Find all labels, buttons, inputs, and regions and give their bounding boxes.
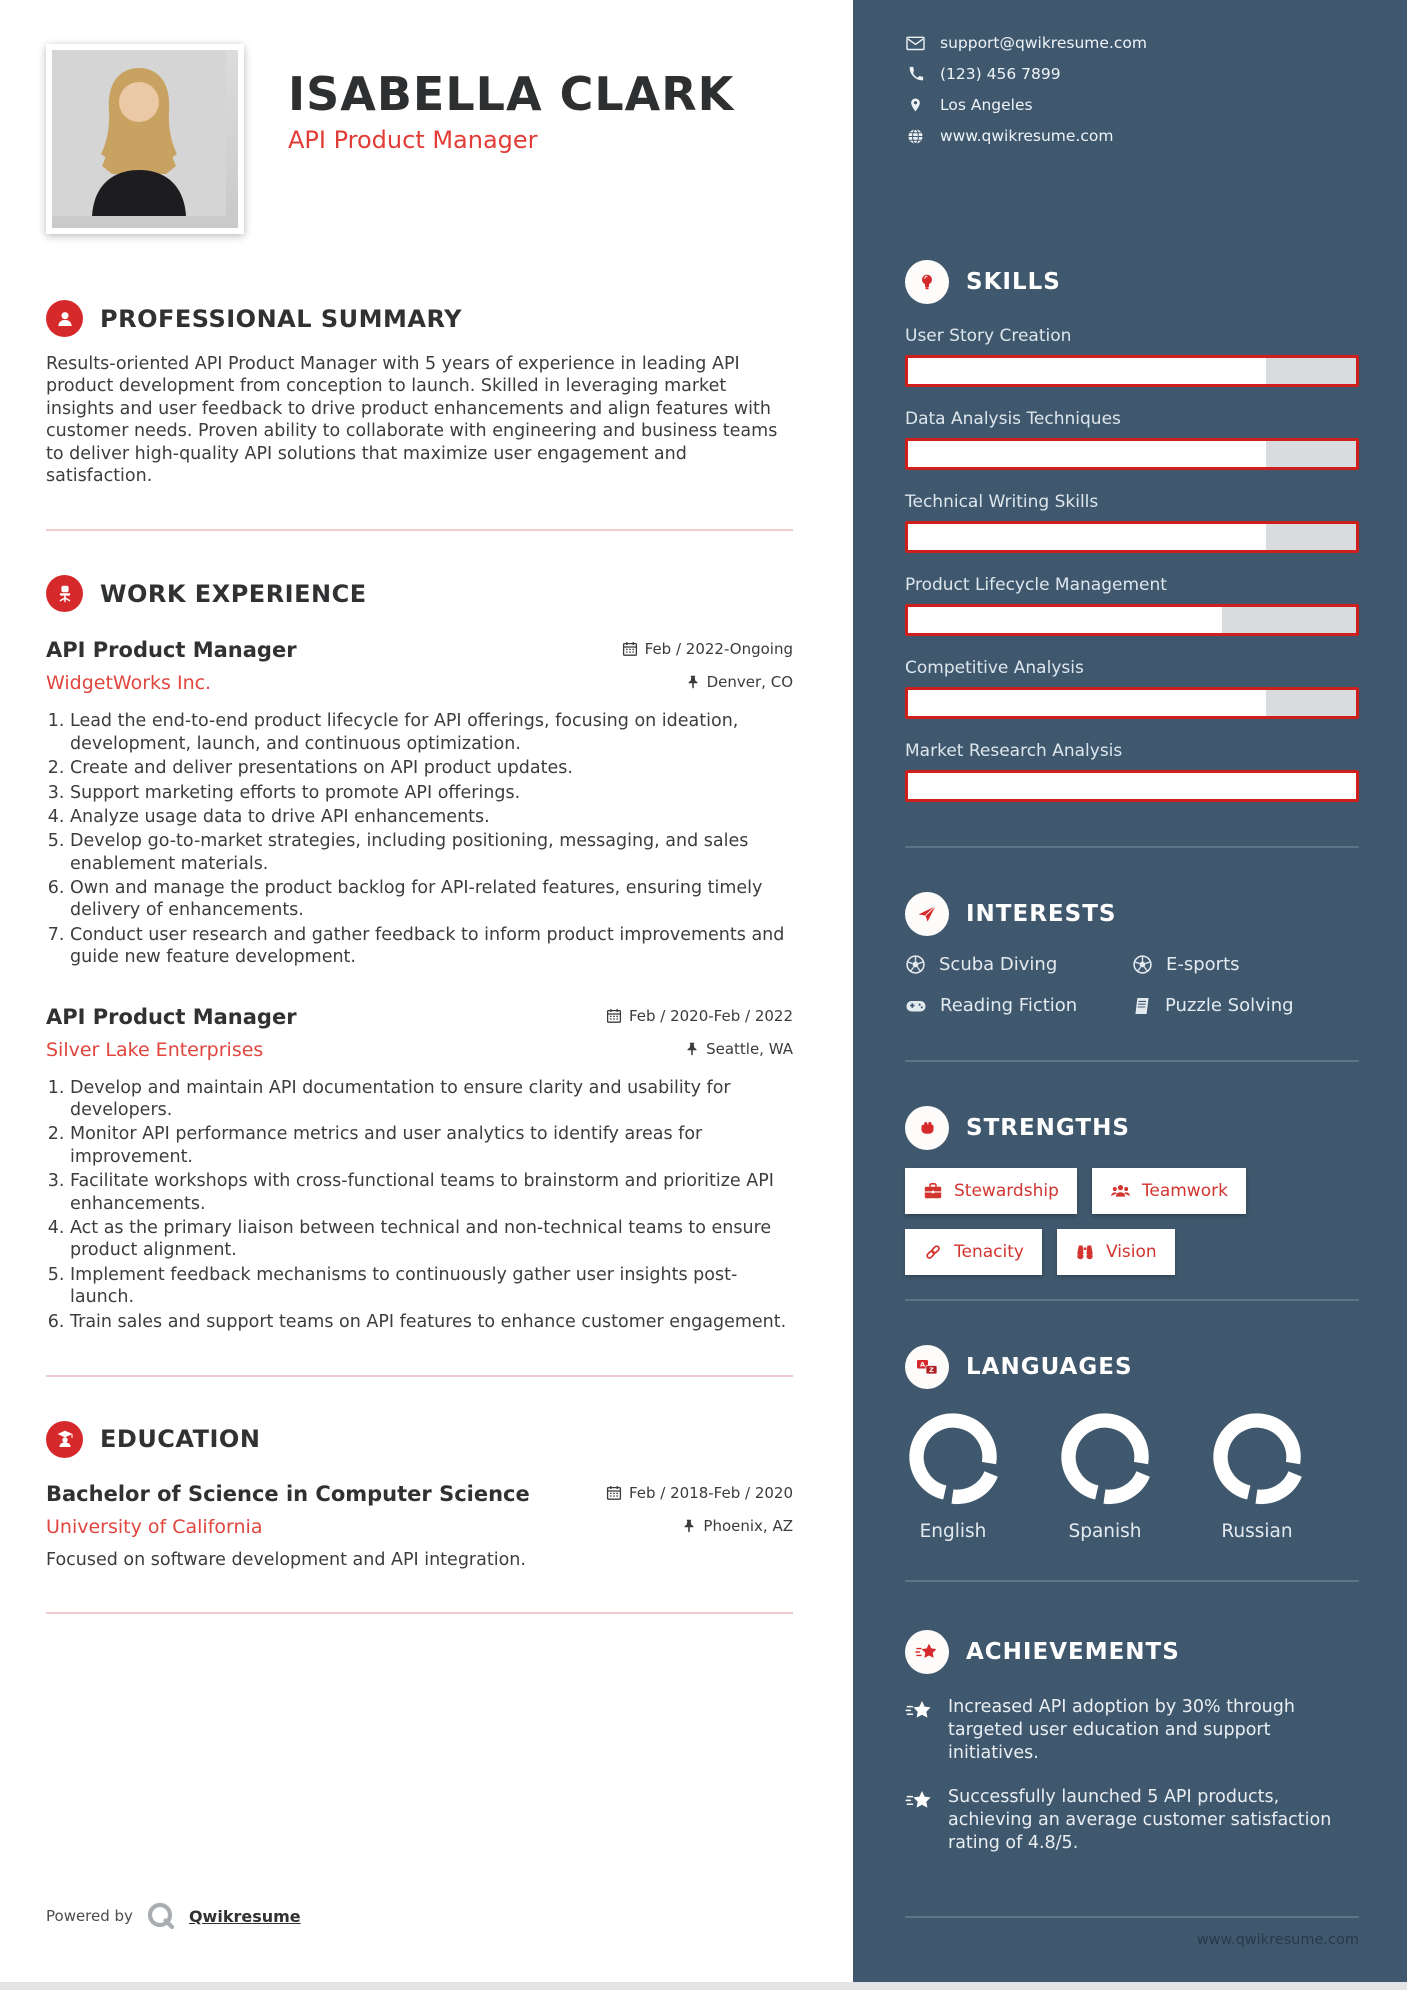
summary-heading: PROFESSIONAL SUMMARY — [100, 304, 463, 333]
star-icon — [905, 1630, 949, 1674]
person-name: ISABELLA CLARK — [288, 67, 735, 121]
education-location: Phoenix, AZ — [682, 1517, 793, 1535]
job-dates: Feb / 2022-Ongoing — [622, 640, 793, 658]
interest-item: Reading Fiction — [905, 995, 1132, 1016]
achievements-heading-row — [905, 1630, 1359, 1674]
svg-text:Z: Z — [929, 1366, 934, 1374]
language-item: Spanish — [1057, 1409, 1153, 1542]
book-icon — [1132, 996, 1152, 1016]
skill-item: Product Lifecycle Management — [905, 575, 1359, 636]
soccer-ball-icon — [905, 954, 926, 975]
calendar-icon — [606, 1008, 622, 1024]
language-item: Russian — [1209, 1409, 1305, 1542]
language-donut-chart — [905, 1409, 1001, 1505]
calendar-icon — [622, 641, 638, 657]
interests-heading: INTERESTS — [966, 901, 1117, 927]
school-name: University of California — [46, 1515, 263, 1538]
bullet-item: 3. Facilitate workshops with cross-functional teams to brainstorm and prioritize API enhancements. — [70, 1170, 793, 1215]
graduation-icon — [46, 1421, 83, 1458]
language-donut-chart — [1057, 1409, 1153, 1505]
divider — [46, 1375, 793, 1377]
language-item: English — [905, 1409, 1001, 1542]
sidebar-divider — [905, 1580, 1359, 1582]
person-title: API Product Manager — [288, 126, 538, 155]
footer — [46, 1900, 301, 1932]
pushpin-icon — [685, 1042, 699, 1056]
skill-bar — [905, 355, 1359, 387]
skill-bar — [905, 521, 1359, 553]
globe-icon — [905, 128, 925, 145]
lightbulb-icon — [905, 260, 949, 304]
team-icon — [1110, 1182, 1131, 1200]
education-heading: EDUCATION — [100, 1425, 261, 1454]
education-heading-row — [46, 1421, 793, 1458]
interest-item: E-sports — [1132, 954, 1359, 975]
contact-phone[interactable]: (123) 456 7899 — [905, 65, 1359, 83]
education-dates: Feb / 2018-Feb / 2020 — [606, 1484, 793, 1502]
languages-heading: LANGUAGES — [966, 1354, 1133, 1380]
bullet-item: 6. Train sales and support teams on API features to enhance customer engagement. — [70, 1311, 793, 1333]
job-location: Seattle, WA — [685, 1040, 793, 1058]
achievements-section — [905, 1630, 1359, 1855]
page-bottom-edge — [0, 1982, 1407, 1990]
sidebar-divider — [905, 1060, 1359, 1062]
job-bullet-list — [46, 710, 793, 968]
skills-section — [905, 260, 1359, 802]
sidebar-footer — [905, 1916, 1359, 1948]
interests-heading-row — [905, 892, 1359, 936]
divider — [46, 1612, 793, 1614]
bullet-item: 7. Conduct user research and gather feedback to inform product improvements and guide new feature development. — [70, 924, 793, 969]
interests-grid — [905, 954, 1359, 1016]
bullet-item: 4. Analyze usage data to drive API enhancements. — [70, 806, 793, 828]
achievements-heading: ACHIEVEMENTS — [966, 1639, 1180, 1665]
pushpin-icon — [686, 675, 700, 689]
achievement-item: Increased API adoption by 30% through targeted user education and support initiatives. — [905, 1696, 1359, 1764]
company-name: Silver Lake Enterprises — [46, 1038, 264, 1061]
education-description: Focused on software development and API integration. — [46, 1549, 526, 1570]
skill-item: Data Analysis Techniques — [905, 409, 1359, 470]
interest-item: Scuba Diving — [905, 954, 1132, 975]
strength-chip: Teamwork — [1092, 1168, 1246, 1214]
skill-item: Competitive Analysis — [905, 658, 1359, 719]
sidebar-divider — [905, 1916, 1359, 1918]
work-heading-row — [46, 575, 793, 612]
skill-item: Technical Writing Skills — [905, 492, 1359, 553]
shooting-star-icon — [905, 1788, 933, 1854]
gamepad-icon — [905, 997, 927, 1015]
translate-icon — [905, 1345, 949, 1389]
bullet-item: 5. Develop go-to-market strategies, including positioning, messaging, and sales enablement materials. — [70, 830, 793, 875]
summary-section — [46, 300, 793, 487]
job-title-text: API Product Manager — [46, 638, 297, 663]
interest-item: Puzzle Solving — [1132, 995, 1359, 1016]
strengths-heading: STRENGTHS — [966, 1115, 1130, 1141]
languages-heading-row — [905, 1345, 1359, 1389]
contact-location: Los Angeles — [905, 96, 1359, 114]
education-section — [46, 1421, 793, 1570]
location-pin-icon — [905, 96, 925, 114]
achievement-item: Successfully launched 5 API products, achieving an average customer satisfaction rating of 4.8/5. — [905, 1786, 1359, 1854]
mail-icon — [905, 36, 925, 51]
chain-link-icon — [923, 1242, 943, 1262]
profile-photo — [46, 44, 244, 234]
binoculars-icon — [1075, 1243, 1095, 1262]
strength-chip: Vision — [1057, 1229, 1175, 1275]
work-heading: WORK EXPERIENCE — [100, 579, 367, 608]
strengths-chips — [905, 1168, 1359, 1275]
summary-text: Results-oriented API Product Manager with 5 years of experience in leading API product development from conception to launch. Skilled in leveraging market insights and user feedback to drive product enhancements and align features with customer needs. Proven ability to collaborate with engineering and business teams to deliver high-quality API solutions that maximize user engagement and satisfaction. — [46, 354, 778, 486]
sidebar-divider — [905, 846, 1359, 848]
language-donut-chart — [1209, 1409, 1305, 1505]
strength-chip: Tenacity — [905, 1229, 1042, 1275]
shooting-star-icon — [905, 1698, 933, 1764]
bullet-item: 1. Develop and maintain API documentation to ensure clarity and usability for developers. — [70, 1077, 793, 1122]
skill-item: Market Research Analysis — [905, 741, 1359, 802]
languages-row — [905, 1409, 1359, 1542]
skill-bar — [905, 770, 1359, 802]
phone-icon — [905, 66, 925, 83]
skill-bar — [905, 604, 1359, 636]
job-bullet-list — [46, 1077, 793, 1333]
skills-heading: SKILLS — [966, 269, 1061, 295]
degree-text: Bachelor of Science in Computer Science — [46, 1481, 530, 1506]
job-location: Denver, CO — [686, 673, 793, 691]
sidebar-divider — [905, 1299, 1359, 1301]
bullet-item: 4. Act as the primary liaison between technical and non-technical teams to ensure product alignment. — [70, 1217, 793, 1262]
briefcase-icon — [923, 1182, 943, 1200]
bullet-item: 6. Own and manage the product backlog for API-related features, ensuring timely delivery of enhancements. — [70, 877, 793, 922]
job-entry — [46, 1005, 793, 1333]
contact-website[interactable]: www.qwikresume.com — [905, 127, 1359, 145]
divider — [46, 529, 793, 531]
person-icon — [46, 300, 83, 337]
job-title-text: API Product Manager — [46, 1004, 297, 1029]
qwikresume-logo — [145, 1900, 177, 1932]
paper-plane-icon — [905, 892, 949, 936]
company-name: WidgetWorks Inc. — [46, 672, 212, 695]
qwikresume-link[interactable]: Qwikresume — [188, 1906, 301, 1926]
office-chair-icon — [46, 575, 83, 612]
bullet-item: 5. Implement feedback mechanisms to continuously gather user insights post-launch. — [70, 1264, 793, 1309]
svg-text:A: A — [919, 1360, 926, 1369]
name-block — [288, 67, 735, 155]
skill-bar — [905, 438, 1359, 470]
bullet-item: 3. Support marketing efforts to promote API offerings. — [70, 782, 793, 804]
strengths-heading-row — [905, 1106, 1359, 1150]
job-entry — [46, 638, 793, 968]
bullet-item: 2. Create and deliver presentations on API product updates. — [70, 757, 793, 779]
sidebar — [853, 0, 1407, 1990]
bullet-item: 1. Lead the end-to-end product lifecycle for API offerings, focusing on ideation, development, launch, and continuous optimization. — [70, 710, 793, 755]
contact-email[interactable]: support@qwikresume.com — [905, 34, 1359, 52]
calendar-icon — [606, 1485, 622, 1501]
website-url[interactable]: www.qwikresume.com — [1196, 1932, 1359, 1948]
skill-bar — [905, 687, 1359, 719]
pushpin-icon — [682, 1519, 696, 1533]
interests-section — [905, 892, 1359, 1016]
summary-heading-row — [46, 300, 793, 337]
bullet-item: 2. Monitor API performance metrics and user analytics to identify areas for improvement. — [70, 1123, 793, 1168]
profile-photo-illustration — [52, 50, 226, 216]
strengths-section — [905, 1106, 1359, 1275]
languages-section — [905, 1345, 1359, 1542]
powered-by-label: Powered by — [46, 1907, 133, 1925]
skill-item: User Story Creation — [905, 326, 1359, 387]
soccer-ball-icon — [1132, 954, 1153, 975]
job-dates: Feb / 2020-Feb / 2022 — [606, 1007, 793, 1025]
fist-icon — [905, 1106, 949, 1150]
header — [46, 44, 793, 234]
skills-heading-row — [905, 260, 1359, 304]
work-experience-section — [46, 575, 793, 1333]
strength-chip: Stewardship — [905, 1168, 1077, 1214]
